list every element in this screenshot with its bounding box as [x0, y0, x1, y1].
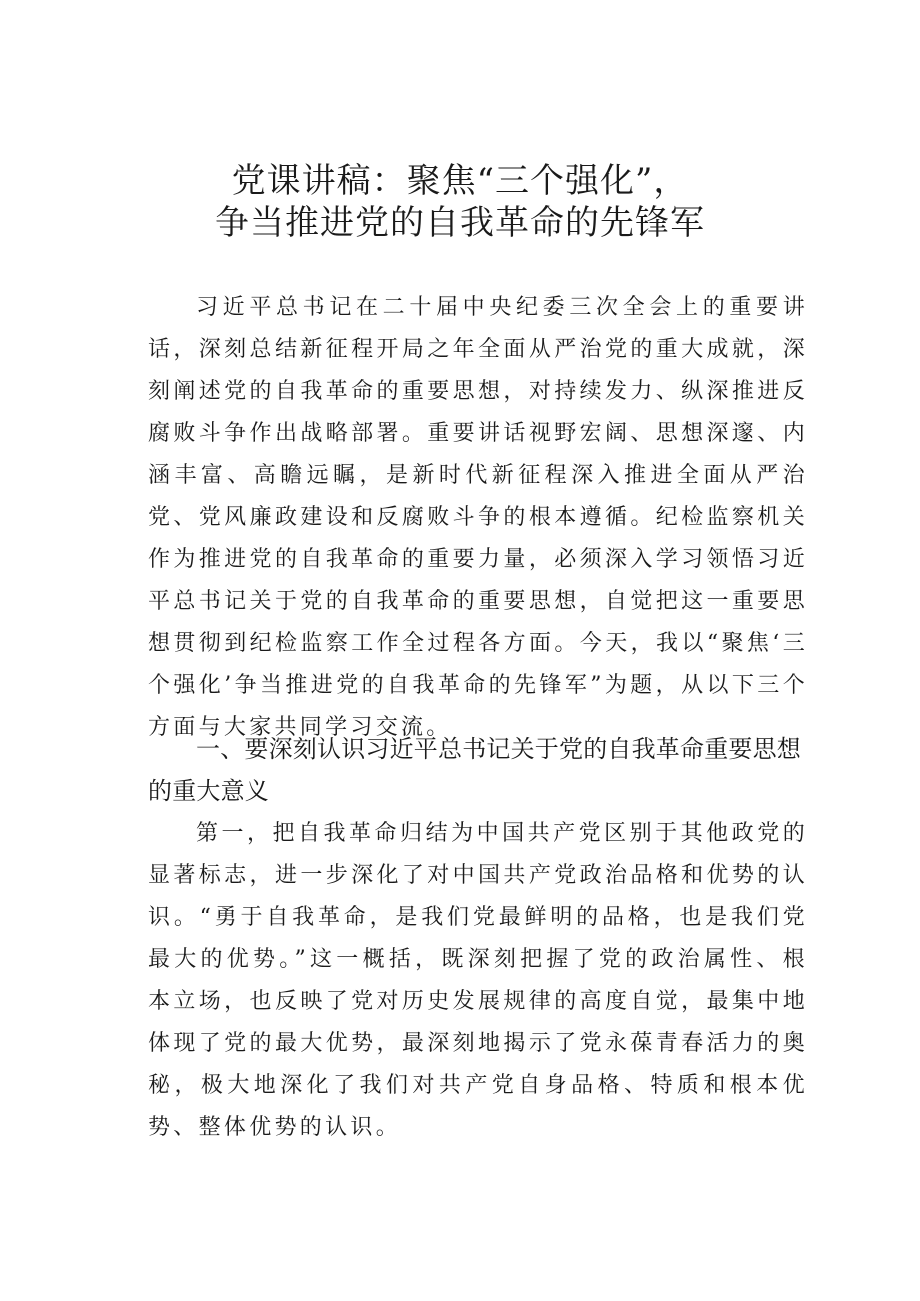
- section-heading-1: 一、要深刻认识习近平总书记关于党的自我革命重要思想的重大意义: [148, 735, 801, 805]
- section-1-paragraph-1: 第一，把自我革命归结为中国共产党区别于其他政党的显著标志，进一步深化了对中国共产党政治品格和优势的认识。“勇于自我革命，是我们党最鲜明的品格，也是我们党最大的优势。”这一概括，既深刻把握了党的政治属性、根本立场，也反映了党对历史发展规律的高度自觉，最集中地体现了党的最大优势，最深刻地揭示了党永葆青春活力的奥秘，极大地深化了我们对共产党自身品格、特质和根本优势、整体优势的认识。: [148, 821, 808, 1140]
- document-title-line-2: 争当推进党的自我革命的先锋军: [215, 203, 705, 243]
- intro-paragraph: 习近平总书记在二十届中央纪委三次全会上的重要讲话，深刻总结新征程开局之年全面从严治党的重大成就，深刻阐述党的自我革命的重要思想，对持续发力、纵深推进反腐败斗争作出战略部署。重要讲话视野宏阔、思想深邃、内涵丰富、高瞻远瞩，是新时代新征程深入推进全面从严治党、党风廉政建设和反腐败斗争的根本遵循。纪检监察机关作为推进党的自我革命的重要力量，必须深入学习领悟习近平总书记关于党的自我革命的重要思想，自觉把这一重要思想贯彻到纪检监察工作全过程各方面。今天，我以“聚焦‘三个强化’争当推进党的自我革命的先锋军”为题，从以下三个方面与大家共同学习交流。: [148, 295, 808, 740]
- document-title-line-1: 党课讲稿：聚焦“三个强化”，: [231, 161, 689, 201]
